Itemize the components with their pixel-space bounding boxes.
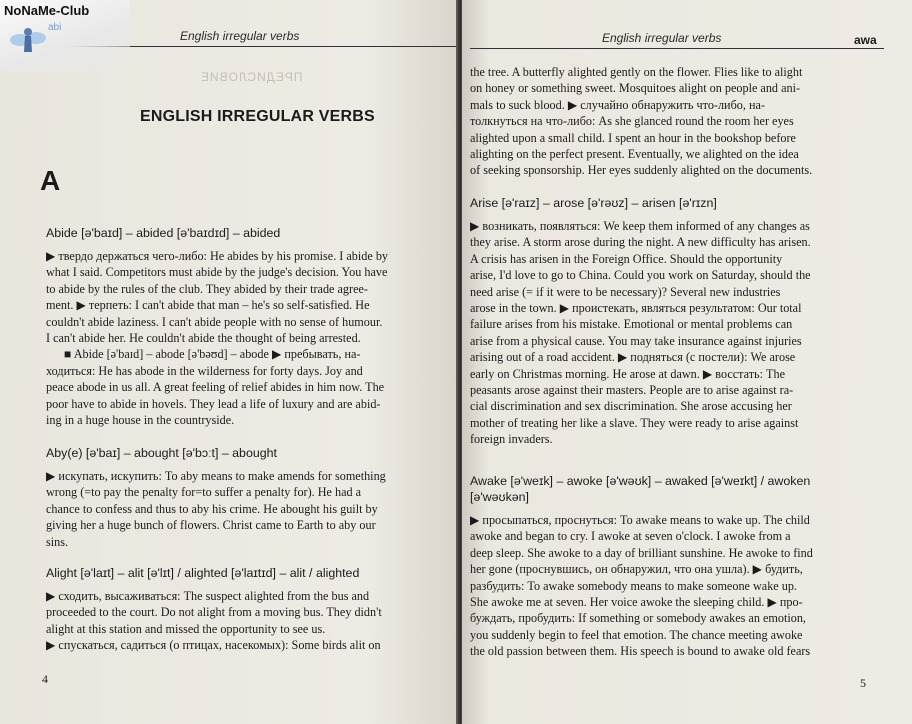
line: mother of treating her like a slave. They were ready to arise against [470, 415, 799, 430]
line: alight at this station and missed the opportunity to see us. [46, 621, 326, 636]
line: her gone (проснувшись, он обнаружил, что она ушла). ▶ будить, [470, 562, 803, 577]
line: ▶ твердо держаться чего-либо: He abides by his promise. I abide by [46, 249, 389, 263]
line: ходиться: He has abode in the wilderness for forty days. Joy and [46, 363, 363, 378]
line: you suddenly begin to feel that emotion. The chance meeting awoke [470, 627, 803, 642]
entry-heading: Abide [ə'baɪd] – abided [ə'baɪdɪd] – abided [46, 226, 281, 240]
entry-heading: Arise [ə'raɪz] – arose [ə'rəʊz] – arisen [ə'rɪzn] [470, 196, 717, 210]
line: толкнуться на что-либо: As she glanced round the room her eyes [470, 114, 794, 129]
line: giving her a huge bunch of flowers. Christ came to Earth to aby our [46, 518, 376, 533]
line: ▶ спускаться, садиться (о птицах, насекомых): Some birds alit on [46, 638, 381, 653]
line: ▶ сходить, высаживаться: The suspect alighted from the bus and [46, 589, 370, 603]
line: couldn't abide laziness. I can't abide people with no sense of humour. [46, 314, 383, 329]
watermark-sub: abi [48, 22, 62, 33]
line: She awoke me at seven. Her voice awoke the sleeping child. ▶ про- [470, 595, 803, 610]
line: poor have to abide in hovels. They lead a life of luxury and are abid- [46, 396, 381, 411]
entry-heading: Aby(e) [ə'baɪ] – abought [ə'bɔːt] – abought [46, 446, 277, 460]
entry-heading: Alight [ə'laɪt] – alit [ə'lɪt] / alighted [ə'laɪtɪd] – alit / alighted [46, 566, 360, 580]
entry-heading-continued: [ə'wəʊkən] [470, 490, 530, 504]
entry-body [46, 468, 450, 550]
line: arose in the town. ▶ проистекать, являться результатом: Our total [470, 301, 802, 316]
show-through-text: ПРЕДИСЛОВИЕ [200, 70, 303, 84]
line: chance to confess and thus to aby his crime. He abought his guilt by [46, 501, 378, 516]
running-head: English irregular verbs [602, 31, 722, 45]
continued-text [470, 64, 874, 179]
line: deep sleep. She awoke to a day of brilliant sunshine. He awoke to find [470, 545, 813, 560]
line: mals to suck blood. ▶ случайно обнаружить что-либо, на- [470, 97, 765, 112]
line: буждать, пробудить: If something or somebody awakes an emotion, [470, 611, 806, 626]
line: awoke and began to cry. I awoke at seven o'clock. I awoke from a [470, 529, 791, 544]
line: to abide by the rules of the club. They abided by their trade agree- [46, 281, 368, 296]
line: of seeking sponsorship. Her eyes suddenly alighted on the documents. [470, 163, 813, 178]
line: cial discrimination and sex discrimination. She arose accusing her [470, 399, 792, 414]
line: ing in a huge house in the countryside. [46, 413, 235, 428]
line: peasants arose against their masters. People are to arise against ra- [470, 383, 794, 398]
line: ▶ возникать, появляться: We keep them informed of any changes as [470, 219, 810, 233]
line: need arise (= if it were to be necessary)? Several new industries [470, 284, 781, 299]
entry-body [46, 588, 450, 654]
line: proceeded to the court. Do not alight from a moving bus. They didn't [46, 605, 382, 620]
line: foreign invaders. [470, 432, 553, 447]
fairy-icon [8, 18, 48, 62]
line: A crisis has arisen in the Foreign Office. Should the opportunity [470, 251, 783, 266]
line: peace abode in us all. A great feeling of relief abides in him now. The [46, 380, 385, 395]
line: ▶ искупать, искупить: To aby means to make amends for something [46, 469, 386, 483]
line: failure arises from his mistake. Emotional or mental problems can [470, 317, 793, 332]
line: wrong (=to pay the penalty for=to suffer a penalty for). He had a [46, 485, 362, 500]
page-number: 4 [42, 672, 48, 686]
line: the old passion between them. His speech is bound to awake old fears [470, 644, 811, 659]
line: on honey or something sweet. Mosquitoes alight on people and ani- [470, 81, 801, 96]
watermark-logo [0, 0, 130, 72]
page-title: ENGLISH IRREGULAR VERBS [140, 108, 375, 125]
header-rule [470, 48, 884, 49]
line: they arise. A storm arose during the night. A new difficulty has arisen. [470, 235, 811, 250]
line: ment. ▶ терпеть: I can't abide that man – he's so self-satisfied. He [46, 298, 370, 313]
watermark-text: NoNaMe-Club [4, 3, 90, 18]
line: sins. [46, 534, 69, 549]
page-number: 5 [860, 676, 866, 690]
line: разбудить: To awake somebody means to make someone wake up. [470, 578, 797, 593]
entry-body [470, 218, 874, 448]
right-page [462, 0, 912, 724]
line: what I said. Competitors must abide by the judge's decision. You have [46, 265, 388, 280]
section-letter: A [40, 165, 61, 196]
line: early on Christmas morning. He arose at dawn. ▶ восстать: The [470, 366, 786, 381]
line: alighting on the perfect present. Eventually, we alighted on the idea [470, 147, 799, 162]
running-head: English irregular verbs [180, 29, 300, 43]
line: the tree. A butterfly alighted gently on the flower. Flies like to alight [470, 65, 803, 79]
line: ▶ просыпаться, проснуться: To awake means to wake up. The child [470, 513, 810, 527]
entry-body [470, 512, 874, 660]
line: arise from a physical cause. You may take insurance against injuries [470, 333, 802, 348]
line: arise, I'd love to go to China. Could you work on Saturday, should the [470, 268, 811, 283]
line: I can't abide her. He couldn't abide the thought of being arrested. [46, 331, 361, 346]
entry-heading: Awake [ə'weɪk] – awoke [ə'wəʊk] – awaked [ə'weɪkt] / awoken [470, 474, 811, 488]
line: alighted upon a small child. I spent an hour in the bookshop before [470, 130, 796, 145]
line: ■ Abide [ə'baɪd] – abode [ə'bəʊd] – abode ▶ пребывать, на- [64, 347, 361, 362]
entry-body [46, 248, 450, 428]
line: arising out of a road accident. ▶ подняться (с постели): We arose [470, 350, 796, 365]
guide-word: awa [854, 33, 877, 47]
